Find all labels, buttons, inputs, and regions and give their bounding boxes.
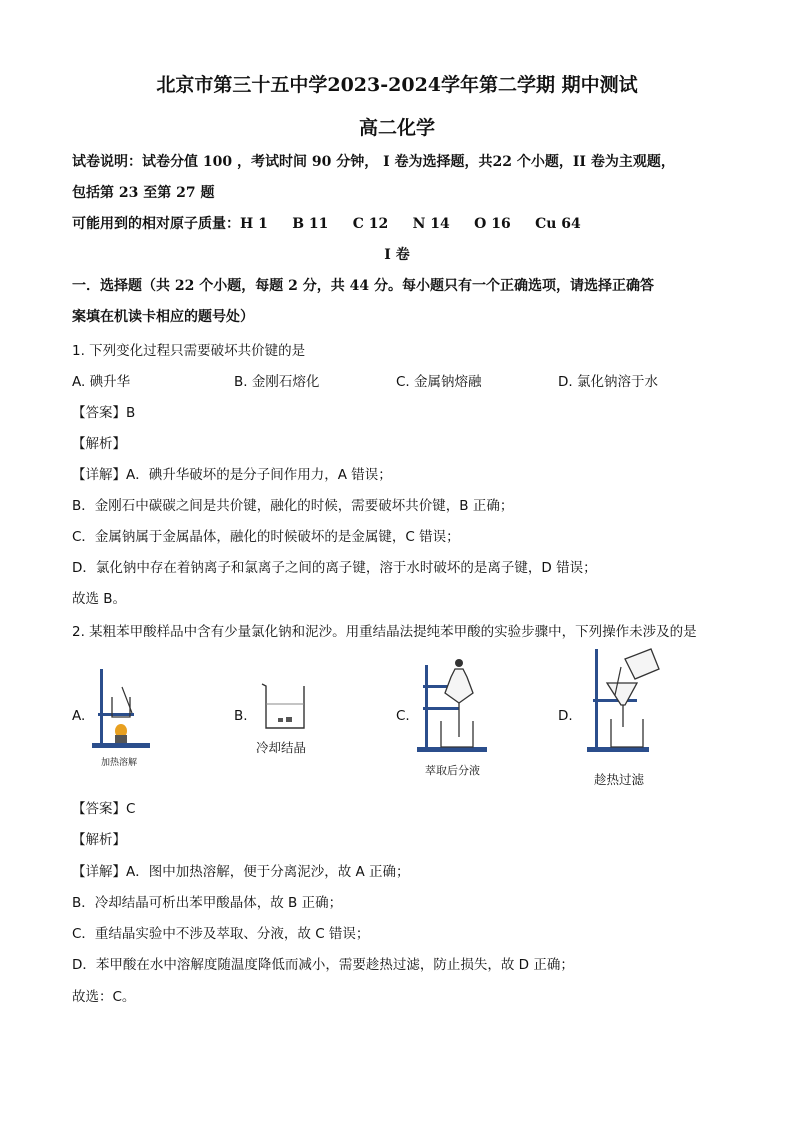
q1-answer: 【答案】B: [72, 405, 136, 421]
q2-caption-b: 冷却结晶: [256, 740, 307, 755]
q2-analysis-label: 【解析】: [72, 832, 126, 848]
intro-line-1: 试卷说明：试卷分值 100 ，考试时间 90 分钟， I 卷为选择题，共22 个小题，II 卷为主观题，: [72, 154, 675, 170]
separatory-funnel-figure: [415, 655, 490, 755]
section-heading-2: 案填在机读卡相应的题号处）: [72, 309, 254, 325]
q2-caption-d: 趁热过滤: [594, 772, 645, 787]
page-title: 北京市第三十五中学2023-2024学年第二学期 期中测试: [156, 74, 638, 96]
q2-option-c-letter: C.: [396, 708, 410, 724]
q1-option-d: D. 氯化钠溶于水: [558, 374, 658, 390]
q2-caption-a: 加热溶解: [101, 758, 138, 768]
q2-stem: 2. 某粗苯甲酸样品中含有少量氯化钠和泥沙。用重结晶法提纯苯甲酸的实验步骤中，下列操作未涉及的是: [72, 624, 697, 640]
q2-detail-4: D．苯甲酸在水中溶解度随温度降低而减小，需要趁热过滤，防止损失，故 D 正确；: [72, 957, 574, 973]
hot-filtration-figure: [585, 645, 665, 757]
q2-answer: 【答案】C: [72, 801, 136, 817]
page-subtitle: 高二化学: [358, 117, 435, 139]
cooling-crystallize-figure: [258, 680, 310, 732]
q2-option-a-letter: A.: [72, 708, 86, 724]
q1-conclusion: 故选 B。: [72, 591, 127, 607]
q1-option-a: A. 碘升华: [72, 374, 131, 390]
q2-option-d-letter: D.: [558, 708, 573, 724]
q1-detail-3: C．金属钠属于金属晶体，融化的时候破坏的是金属键，C 错误；: [72, 529, 460, 545]
atomic-masses: 可能用到的相对原子质量：H 1 B 11 C 12 N 14 O 16 Cu 64: [72, 216, 581, 232]
q1-option-c: C. 金属钠熔融: [396, 374, 482, 390]
q2-option-b-letter: B.: [234, 708, 248, 724]
q1-option-b: B. 金刚石熔化: [234, 374, 320, 390]
q2-conclusion: 故选：C。: [72, 989, 136, 1005]
q2-detail-1: 【详解】A．图中加热溶解，便于分离泥沙，故 A 正确；: [72, 864, 410, 880]
intro-line-2: 包括第 23 至第 27 题: [72, 185, 215, 201]
q1-analysis-label: 【解析】: [72, 436, 126, 452]
q1-detail-2: B．金刚石中碳碳之间是共价键，融化的时候，需要破坏共价键，B 正确；: [72, 498, 514, 514]
q1-stem: 1. 下列变化过程只需要破坏共价键的是: [72, 343, 306, 359]
q2-detail-3: C．重结晶实验中不涉及萃取、分液，故 C 错误；: [72, 926, 370, 942]
heating-dissolve-figure: [88, 665, 158, 755]
q1-detail-1: 【详解】A．碘升华破坏的是分子间作用力，A 错误；: [72, 467, 392, 483]
section-heading-1: 一．选择题（共 22 个小题，每题 2 分，共 44 分。每小题只有一个正确选项，请选择正确答: [72, 278, 654, 294]
q2-detail-2: B．冷却结晶可析出苯甲酸晶体，故 B 正确；: [72, 895, 343, 911]
section-label: I 卷: [384, 247, 410, 263]
q2-caption-c: 萃取后分液: [425, 764, 480, 777]
q1-detail-4: D．氯化钠中存在着钠离子和氯离子之间的离子键，溶于水时破坏的是离子键，D 错误；: [72, 560, 597, 576]
